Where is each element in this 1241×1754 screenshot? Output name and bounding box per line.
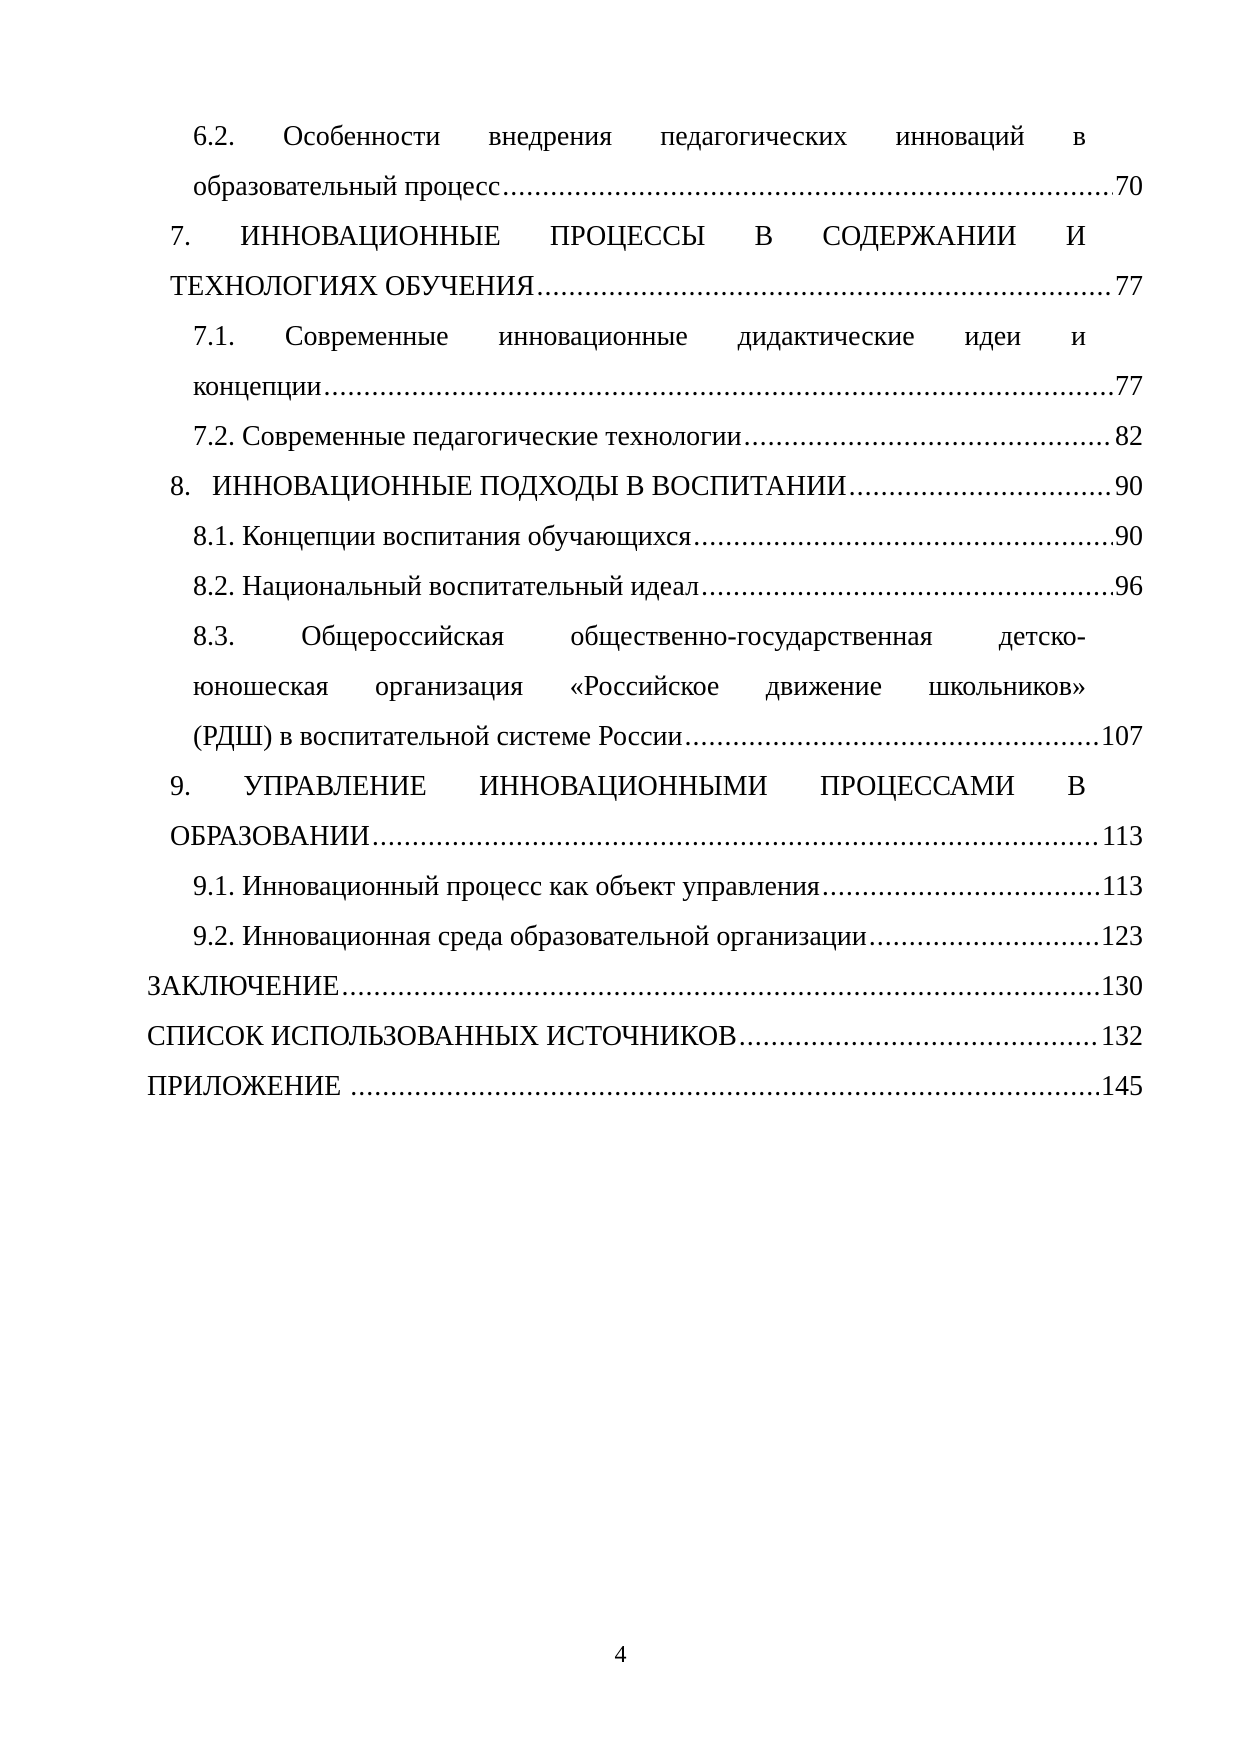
toc-word: организация [374, 671, 524, 702]
toc-entry-title: СПИСОК ИСПОЛЬЗОВАННЫХ ИСТОЧНИКОВ [147, 1021, 737, 1052]
dot-leader [341, 967, 1099, 1007]
toc-entry-title: ПРИЛОЖЕНИЕ [147, 1071, 349, 1102]
toc-entry-8-3-line-2 [193, 667, 1086, 707]
toc-entry-9-1[interactable] [193, 867, 1143, 907]
dot-leader [822, 867, 1100, 907]
toc-word: 7.1. [193, 321, 235, 352]
toc-word: педагогических [660, 121, 848, 152]
toc-word: 6.2. [193, 121, 235, 152]
toc-entry-title: концепции [193, 371, 322, 402]
toc-word: Общероссийская [301, 621, 505, 652]
toc-word: внедрения [488, 121, 613, 152]
toc-word: и [1071, 321, 1086, 352]
toc-entry-9-line-1 [170, 767, 1086, 807]
dot-leader [324, 367, 1113, 407]
toc-page-number: 130 [1101, 971, 1143, 1002]
toc-entry-8-3-line-1 [193, 617, 1086, 657]
toc-page-number: 70 [1115, 171, 1143, 202]
toc-word: ПРОЦЕССЫ [549, 221, 706, 252]
toc-entry-7-1-line-1 [193, 317, 1086, 357]
toc-word: 8.3. [193, 621, 235, 652]
toc-entry-conclusion[interactable] [147, 967, 1143, 1007]
toc-word: в [1072, 121, 1086, 152]
toc-entry-7-line-1 [170, 217, 1086, 257]
dot-leader [849, 467, 1113, 507]
toc-entry-title: 9.1. Инновационный процесс как объект управления [193, 871, 820, 902]
toc-entry-appendix[interactable] [147, 1067, 1143, 1107]
dot-leader [701, 567, 1113, 607]
toc-entry-title: (РДШ) в воспитательной системе России [193, 721, 683, 752]
toc-page-number: 90 [1115, 471, 1143, 502]
toc-entry-6-2-line-1 [193, 117, 1086, 157]
toc-page-number: 113 [1102, 871, 1143, 902]
dot-leader [744, 417, 1113, 457]
page-number: 4 [614, 1642, 627, 1668]
toc-entry-9-2[interactable] [193, 917, 1143, 957]
dot-leader [350, 1067, 1099, 1107]
dot-leader [685, 717, 1099, 757]
toc-entry-9-line-2[interactable] [170, 817, 1143, 857]
toc-word: ИННОВАЦИОННЫМИ [479, 771, 768, 802]
toc-page-number: 113 [1102, 821, 1143, 852]
toc-entry-8[interactable] [170, 467, 1143, 507]
toc-entry-8-2[interactable] [193, 567, 1143, 607]
dot-leader [739, 1017, 1099, 1057]
dot-leader [372, 817, 1100, 857]
toc-word: общественно-государственная [570, 621, 933, 652]
toc-entry-7-line-2[interactable] [170, 267, 1143, 307]
toc-word: дидактические [737, 321, 915, 352]
toc-word: И [1065, 221, 1086, 252]
toc-word: 7. [170, 221, 191, 252]
toc-word: ИННОВАЦИОННЫЕ [240, 221, 501, 252]
dot-leader [502, 167, 1113, 207]
toc-word: Современные [284, 321, 449, 352]
toc-entry-title: 7.2. Современные педагогические технологии [193, 421, 742, 452]
toc-word: инновационные [498, 321, 688, 352]
toc-page-number: 82 [1115, 421, 1143, 452]
toc-page-number: 123 [1101, 921, 1143, 952]
toc-word: Особенности [283, 121, 441, 152]
toc-page-number: 96 [1115, 571, 1143, 602]
toc-entry-8-3-line-3[interactable] [193, 717, 1143, 757]
toc-page-number: 77 [1115, 371, 1143, 402]
toc-entry-7-1-line-2[interactable] [193, 367, 1143, 407]
toc-entry-8-1[interactable] [193, 517, 1143, 557]
toc-entry-title: ТЕХНОЛОГИЯХ ОБУЧЕНИЯ [170, 271, 535, 302]
toc-entry-title: ЗАКЛЮЧЕНИЕ [147, 971, 340, 1002]
toc-entry-title: 8.2. Национальный воспитательный идеал [193, 571, 700, 602]
toc-entry-6-2-line-2[interactable] [193, 167, 1143, 207]
toc-entry-7-2[interactable] [193, 417, 1143, 457]
dot-leader [537, 267, 1113, 307]
dot-leader [869, 917, 1099, 957]
toc-word: В [754, 221, 774, 252]
toc-word: инноваций [895, 121, 1025, 152]
toc-word: движение [765, 671, 883, 702]
toc-word: школьников» [928, 671, 1086, 702]
toc-entry-title: 9.2. Инновационная среда образовательной организации [193, 921, 867, 952]
toc-page-number: 107 [1101, 721, 1143, 752]
toc-page-number: 132 [1101, 1021, 1143, 1052]
toc-word: 9. [170, 771, 191, 802]
toc-word: «Российское [569, 671, 720, 702]
toc-word: УПРАВЛЕНИЕ [243, 771, 427, 802]
toc-page-number: 90 [1115, 521, 1143, 552]
toc-entry-sources[interactable] [147, 1017, 1143, 1057]
toc-entry-title: 8. ИННОВАЦИОННЫЕ ПОДХОДЫ В ВОСПИТАНИИ [170, 471, 847, 502]
toc-word: юношеская [193, 671, 329, 702]
toc-entry-title: образовательный процесс [193, 171, 501, 202]
toc-entry-title: 8.1. Концепции воспитания обучающихся [193, 521, 692, 552]
toc-word: ПРОЦЕССАМИ [820, 771, 1015, 802]
toc-page-number: 77 [1115, 271, 1143, 302]
toc-entry-title: ОБРАЗОВАНИИ [170, 821, 370, 852]
dot-leader [693, 517, 1113, 557]
toc-word: В [1067, 771, 1086, 802]
toc-word: идеи [964, 321, 1022, 352]
toc-word: СОДЕРЖАНИИ [822, 221, 1017, 252]
toc-word: детско- [998, 621, 1086, 652]
toc-page-number: 145 [1101, 1071, 1143, 1102]
